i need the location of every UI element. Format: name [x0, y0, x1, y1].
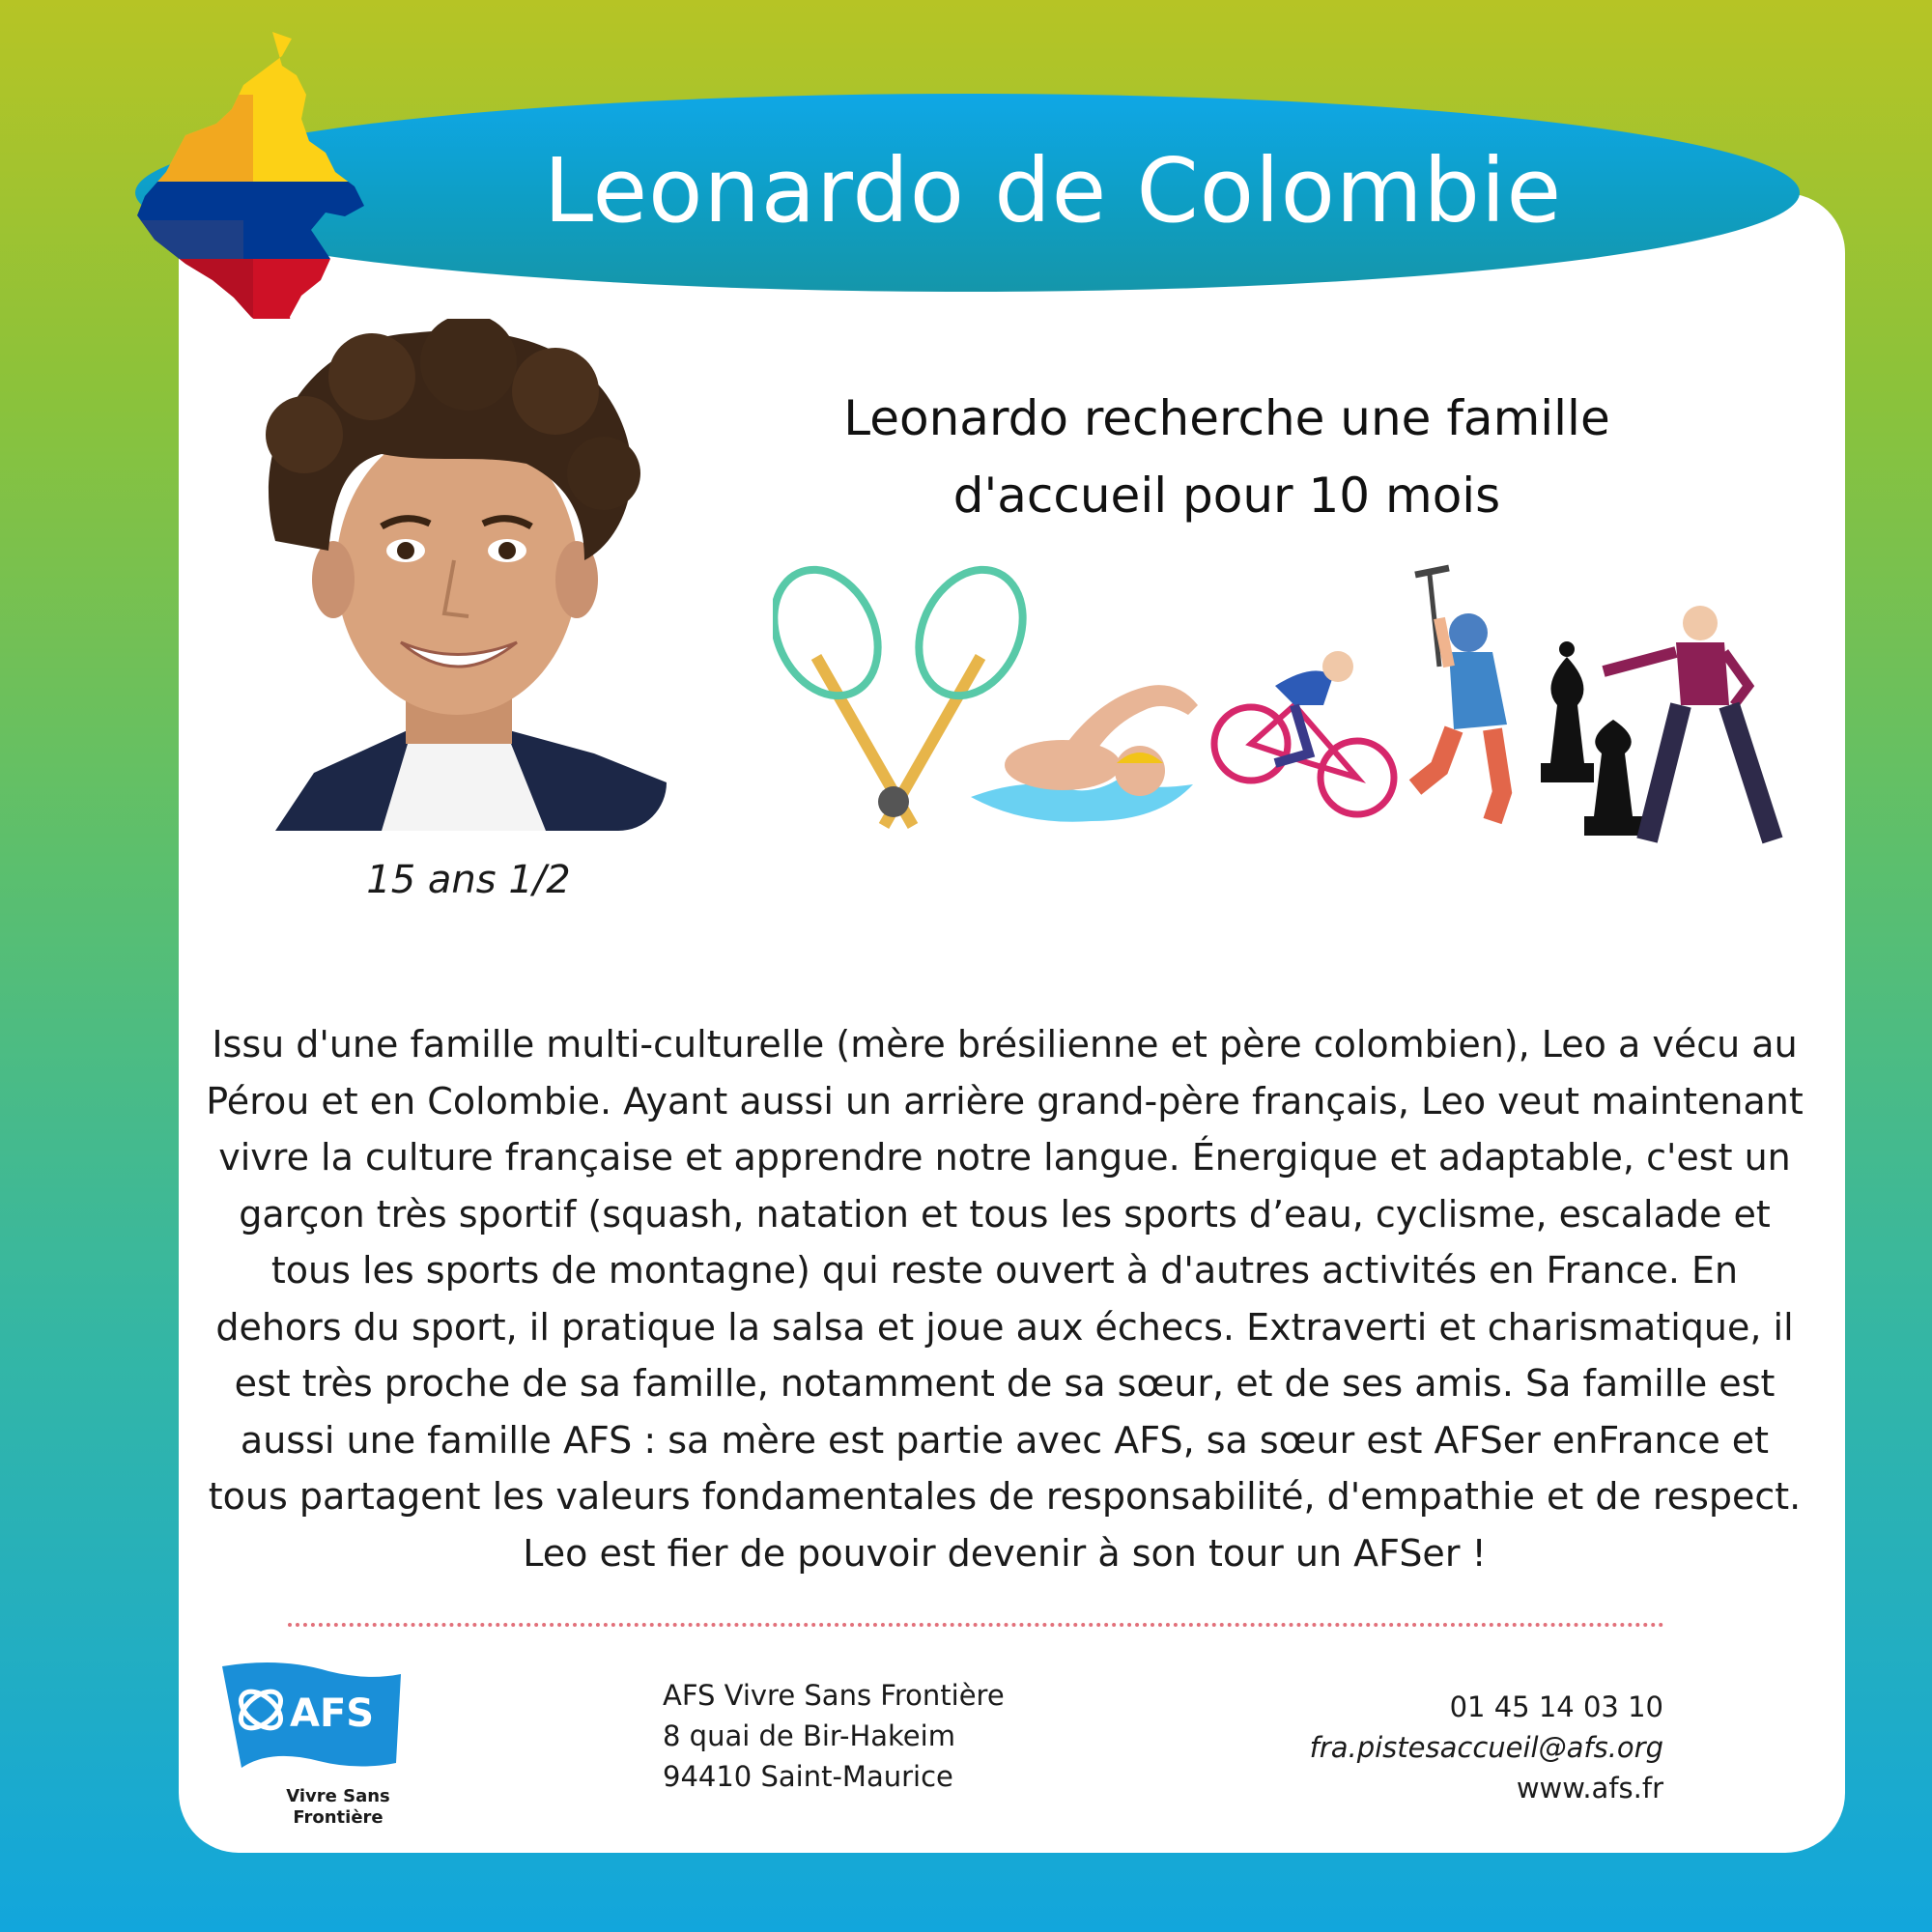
phone-number: 01 45 14 03 10 — [1449, 1690, 1663, 1723]
contact-info — [1188, 1687, 1663, 1808]
afs-logo — [213, 1657, 406, 1835]
afs-logo-sub-1: Vivre Sans — [286, 1786, 390, 1806]
portrait-photo — [237, 319, 667, 831]
address-line-1: AFS Vivre Sans Frontière — [663, 1679, 1005, 1712]
dotted-divider — [288, 1623, 1664, 1627]
colombia-flag-map-icon — [128, 27, 379, 360]
postal-address — [663, 1675, 1146, 1797]
address-line-2: 8 quai de Bir-Hakeim — [663, 1719, 955, 1752]
headline-line-1: Leonardo recherche une famille — [843, 390, 1610, 446]
cycling-icon — [1214, 651, 1394, 814]
squash-icon — [773, 560, 1042, 826]
profile-description: Issu d'une famille multi-culturelle (mère brésilienne et père colombien), Leo a vécu au Pérou et en Colombie. Ayant aussi un arrière grand-père français, Leo veut maintenant vivre la culture française et apprendre notre langue. Énergique et adaptable, c'est un garçon très sportif (squash, natation et tous les sports d’eau, cyclisme, escalade et tous les sports de montagne) qui reste ouvert à d'autres activités en France. En dehors du sport, il pratique la salsa et joue aux échecs. Extraverti et charismatique, il est très proche de sa famille, notamment de sa sœur, et de ses amis. Sa famille est aussi une famille AFS : sa mère est partie avec AFS, sa sœur est AFSer enFrance et tous partagent les valeurs fondamentales de responsabilité, d'empathie et de respect. Leo est fier de pouvoir devenir à son tour un AFSer ! — [206, 1023, 1804, 1575]
page-title: Leonardo de Colombie — [543, 139, 1563, 242]
activity-icons — [773, 560, 1797, 850]
afs-logo-text: AFS — [290, 1691, 375, 1736]
email-link[interactable]: fra.pistesaccueil@afs.org — [1309, 1731, 1663, 1764]
swimming-icon — [971, 685, 1198, 822]
address-line-3: 94410 Saint-Maurice — [663, 1760, 953, 1793]
headline-line-2: d'accueil pour 10 mois — [952, 468, 1501, 524]
afs-logo-sub-2: Frontière — [293, 1807, 384, 1828]
climbing-icon — [1415, 568, 1507, 821]
headline — [715, 380, 1739, 534]
website-link[interactable]: www.afs.fr — [1516, 1772, 1663, 1804]
age-label: 15 ans 1/2 — [366, 858, 571, 902]
